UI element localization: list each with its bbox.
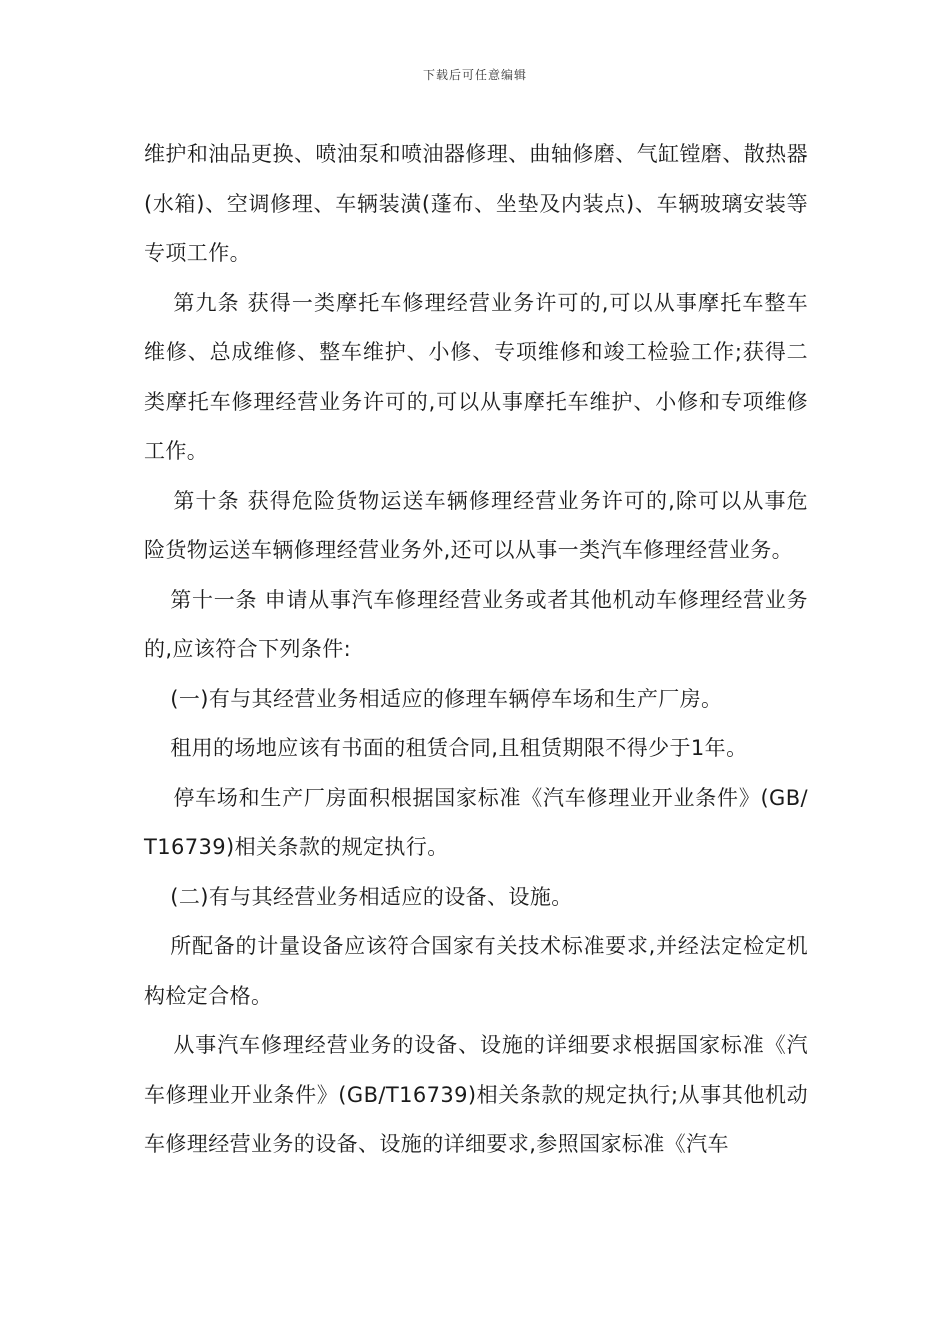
paragraph-metering-equipment: 所配备的计量设备应该符合国家有关技术标准要求,并经法定检定机构检定合格。 [144, 934, 808, 1008]
paragraph-condition-1: (一)有与其经营业务相适应的修理车辆停车场和生产厂房。 [170, 686, 723, 711]
document-body [144, 130, 808, 1170]
paragraph-article-10: 第十条 获得危险货物运送车辆修理经营业务许可的,除可以从事危险货物运送车辆修理经营业务外,还可以从事一类汽车修理经营业务。 [144, 488, 808, 562]
paragraph-equipment-standard: 从事汽车修理经营业务的设备、设施的详细要求根据国家标准《汽车修理业开业条件》(GB/T16739)相关条款的规定执行;从事其他机动车修理经营业务的设备、设施的详细要求,参照国家标准《汽车 [144, 1033, 808, 1156]
paragraph-condition-2: (二)有与其经营业务相适应的设备、设施。 [170, 884, 573, 909]
page-header: 下载后可任意编辑 [422, 68, 527, 82]
paragraph-area-standard: 停车场和生产厂房面积根据国家标准《汽车修理业开业条件》(GB/T16739)相关条款的规定执行。 [144, 785, 808, 859]
paragraph-lease-requirement: 租用的场地应该有书面的租赁合同,且租赁期限不得少于1年。 [170, 736, 748, 760]
paragraph-article-9: 第九条 获得一类摩托车修理经营业务许可的,可以从事摩托车整车维修、总成维修、整车维护、小修、专项维修和竣工检验工作;获得二类摩托车修理经营业务许可的,可以从事摩托车维护、小修和专项维修工作。 [144, 290, 808, 463]
paragraph-article-11: 第十一条 申请从事汽车修理经营业务或者其他机动车修理经营业务的,应该符合下列条件: [144, 587, 808, 661]
paragraph-continuation: 维护和油品更换、喷油泵和喷油器修理、曲轴修磨、气缸镗磨、散热器(水箱)、空调修理、车辆装潢(蓬布、坐垫及内装点)、车辆玻璃安装等专项工作。 [144, 142, 808, 265]
